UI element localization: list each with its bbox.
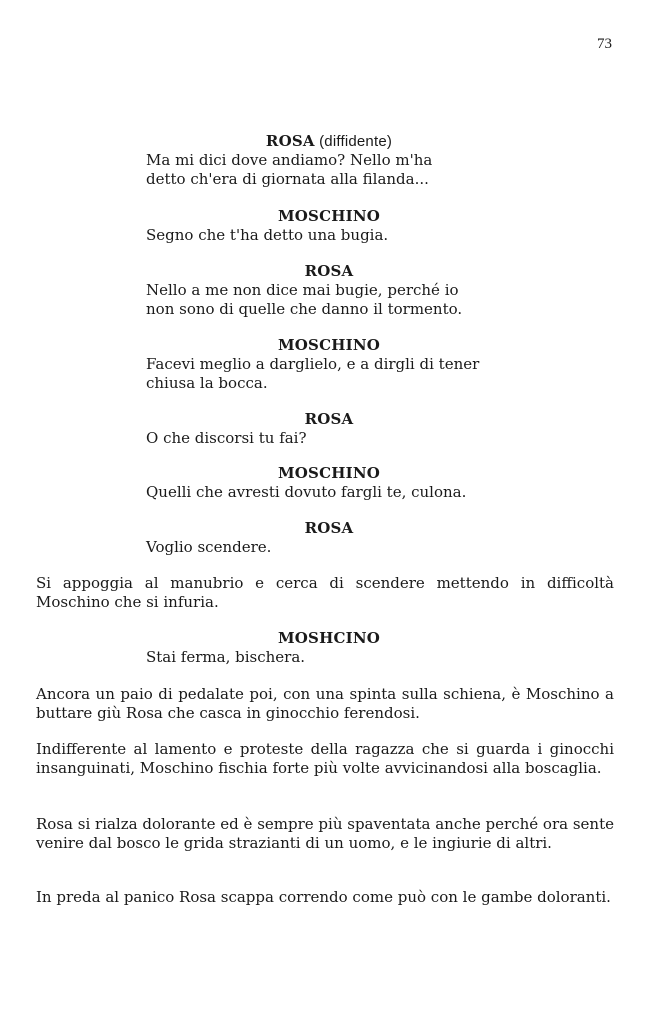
dialogue-line: O che discorsi tu fai?	[146, 429, 307, 447]
speaker-name: MOSHCINO	[277, 629, 380, 647]
speaker-note: (diffidente)	[314, 133, 393, 150]
stage-direction: Ancora un paio di pedalate poi, con una spinta sulla schiena, è Moschino a buttare giù Rosa che casca in ginocchio ferendosi.	[36, 685, 614, 722]
dialogue-line: chiusa la bocca.	[146, 374, 268, 392]
speaker-name: ROSA	[304, 262, 354, 280]
speaker-name: MOSCHINO	[277, 464, 380, 482]
speaker-name: ROSA	[304, 519, 354, 537]
dialogue-line: non sono di quelle che danno il tormento.	[146, 300, 463, 318]
dialogue-line: Voglio scendere.	[146, 538, 272, 556]
stage-direction: Si appoggia al manubrio e cerca di scendere mettendo in difficoltà Moschino che si infuria.	[36, 574, 614, 611]
stage-direction: In preda al panico Rosa scappa correndo come può con le gambe doloranti.	[36, 888, 611, 906]
stage-direction: Rosa si rialza dolorante ed è sempre più spaventata anche perché ora sente venire dal bosco le grida strazianti di un uomo, e le ingiurie di altri.	[36, 815, 614, 852]
stage-direction: Indifferente al lamento e proteste della ragazza che si guarda i ginocchi insanguinati, Moschino fischia forte più volte avvicinandosi alla boscaglia.	[36, 740, 614, 777]
dialogue-line: detto ch'era di giornata alla filanda...	[146, 170, 429, 188]
speaker-name: ROSA (diffidente)	[265, 132, 393, 150]
speaker-name: MOSCHINO	[277, 336, 380, 354]
dialogue-line: Quelli che avresti dovuto fargli te, culona.	[146, 483, 467, 501]
page-number: 73	[597, 36, 612, 52]
speaker-name: ROSA	[304, 410, 354, 428]
dialogue-line: Segno che t'ha detto una bugia.	[146, 226, 389, 244]
dialogue-line: Nello a me non dice mai bugie, perché io	[146, 281, 459, 299]
speaker-name: MOSCHINO	[277, 207, 380, 225]
dialogue-line: Facevi meglio a darglielo, e a dirgli di tener	[146, 355, 480, 373]
dialogue-line: Stai ferma, bischera.	[146, 648, 306, 666]
dialogue-line: Ma mi dici dove andiamo? Nello m'ha	[146, 151, 433, 169]
